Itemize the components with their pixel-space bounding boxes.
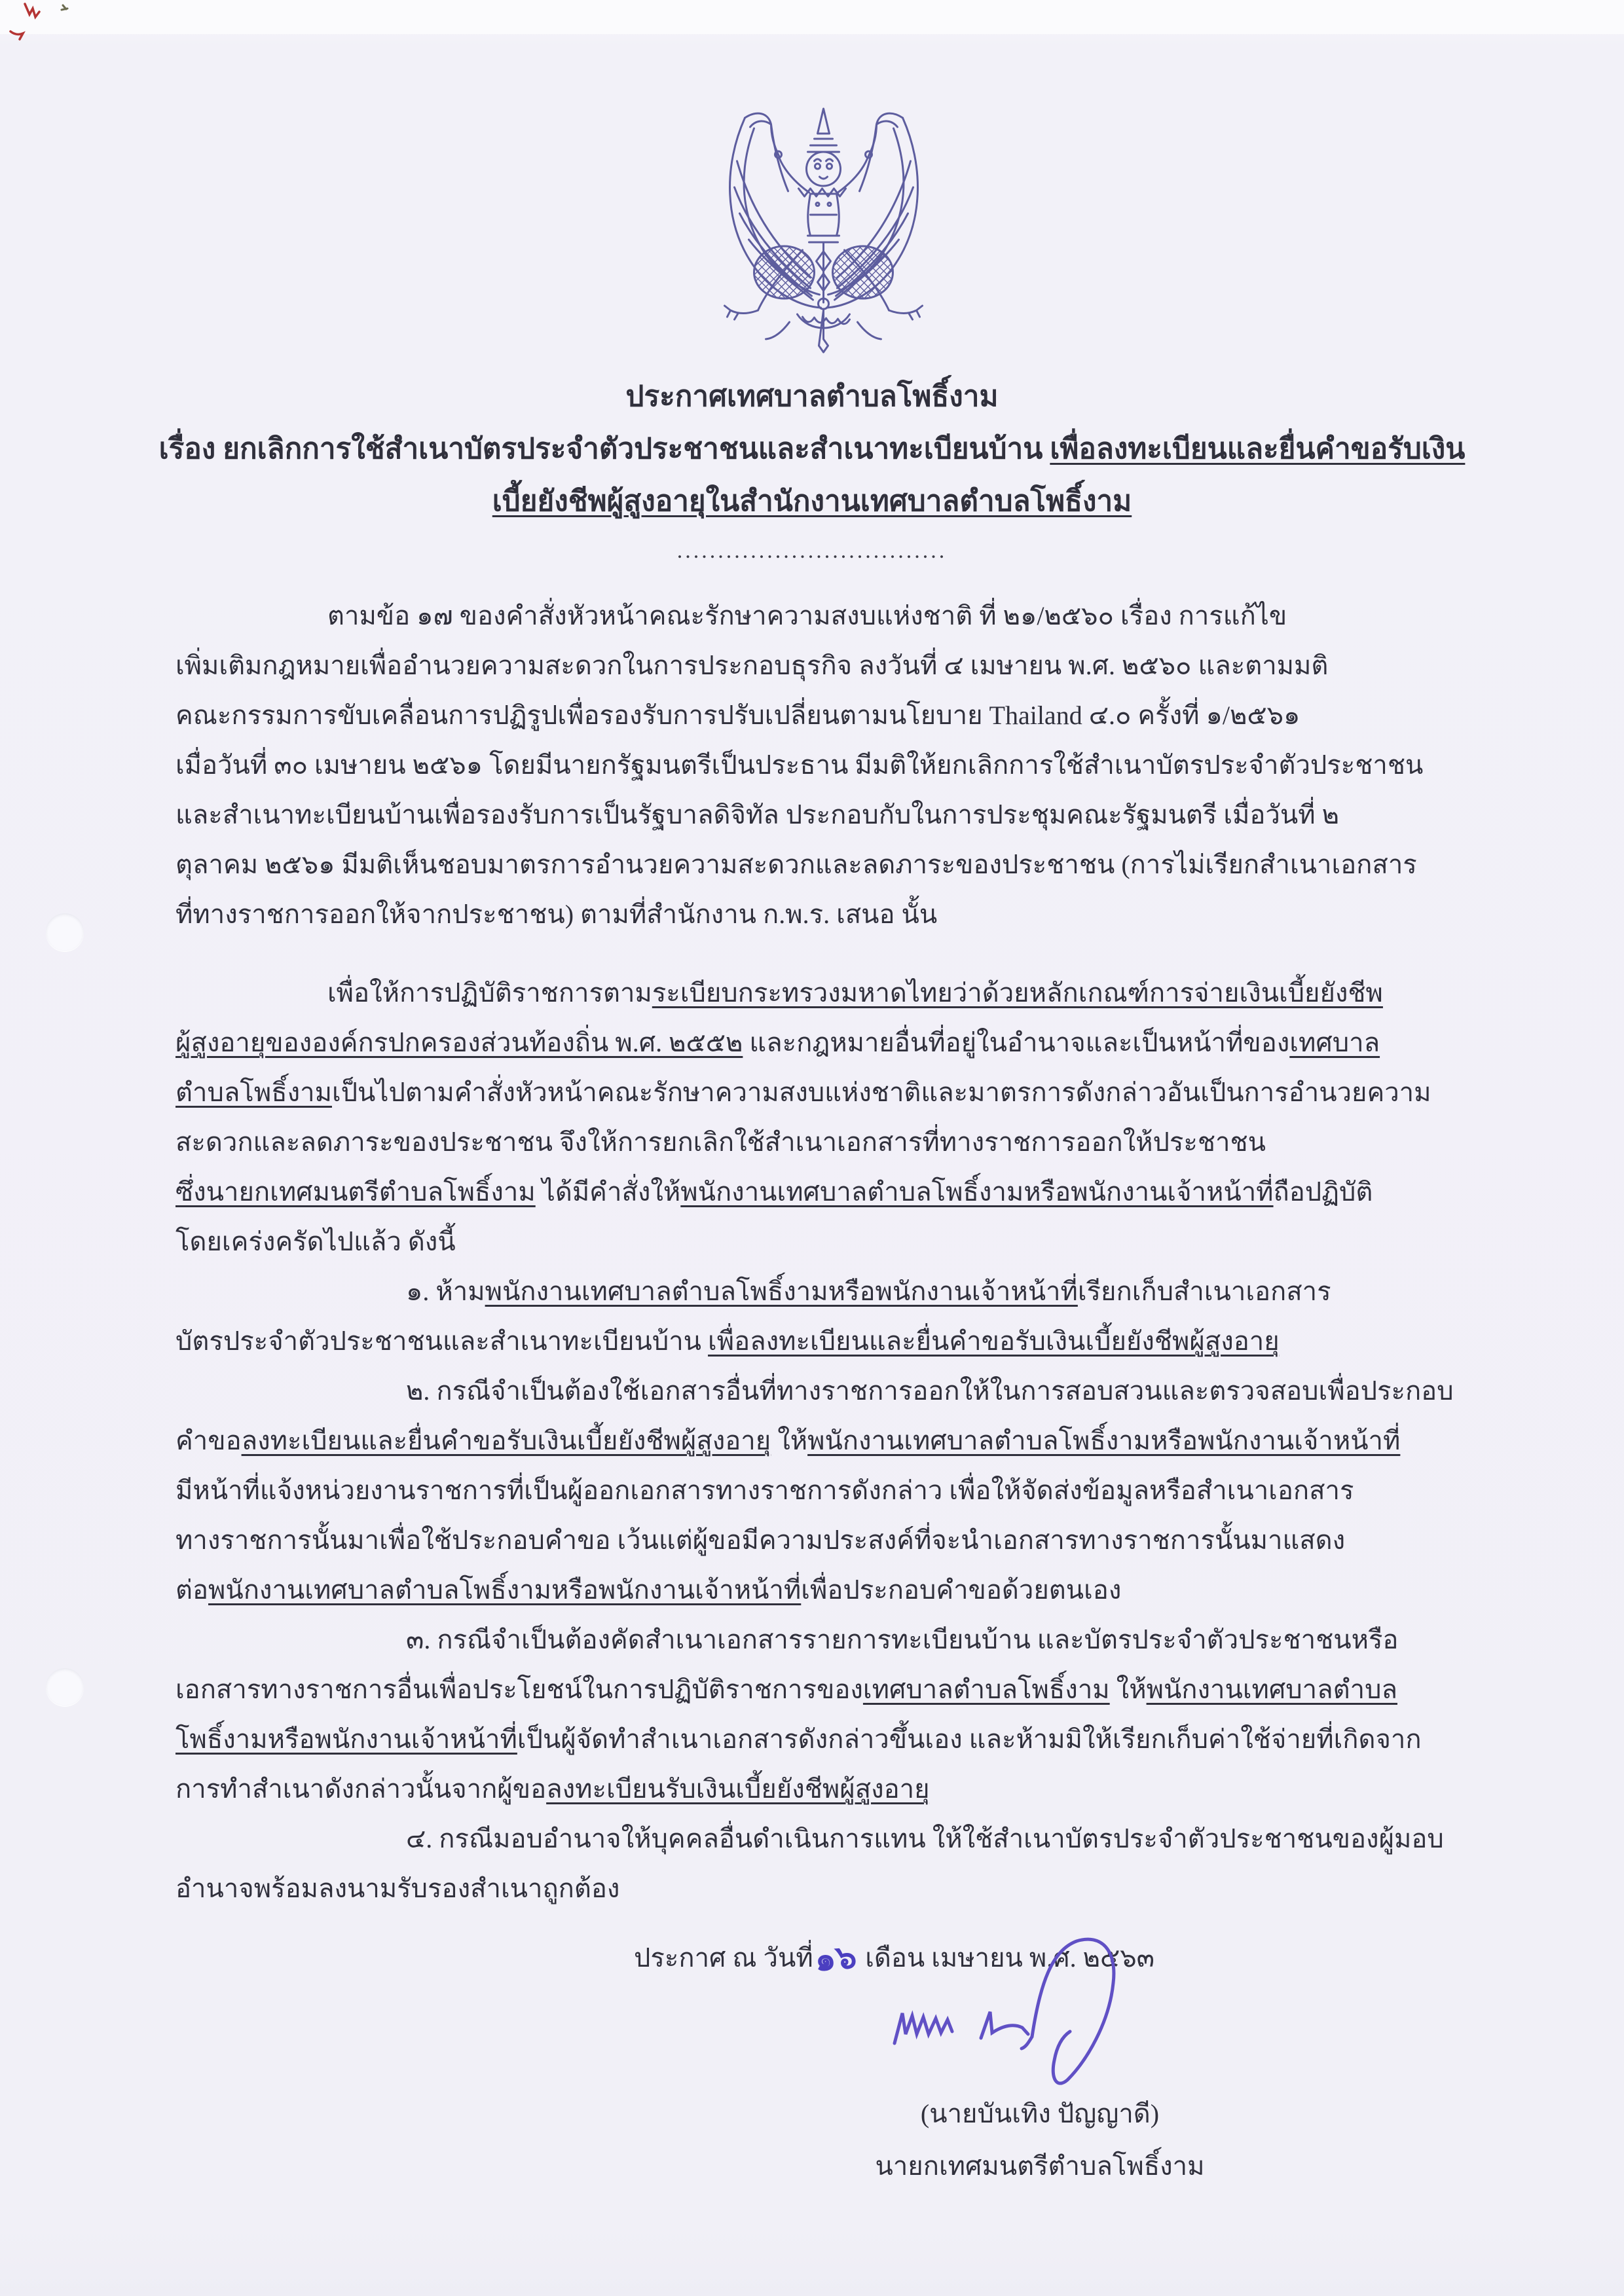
text-run: ที่ทางราชการออกให้จากประชาชน) ตามที่สำนักงาน ก.พ.ร. เสนอ นั้น: [175, 900, 938, 929]
text-line: [175, 890, 1456, 939]
text-run-underline: เพื่อลงทะเบียนและยื่นคำขอรับเงินเบี้ยยังชีพผู้สูงอายุ: [708, 1326, 1280, 1356]
text-run: อำนาจพร้อมลงนามรับรองสำเนาถูกต้อง: [175, 1874, 620, 1903]
text-line: [175, 1366, 1456, 1416]
signature-ink: [876, 1932, 1204, 2102]
text-line: [175, 840, 1456, 890]
paragraph: [175, 591, 1456, 939]
text-line: [175, 968, 1456, 1018]
text-line: [175, 641, 1456, 691]
text-run: เรียกเก็บสำเนาเอกสาร: [1077, 1277, 1331, 1306]
text-run: เพื่อประกอบคำขอด้วยตนเอง: [801, 1575, 1122, 1605]
text-line: [175, 1068, 1456, 1118]
text-line: [175, 1217, 1456, 1267]
text-line: [175, 691, 1456, 740]
text-run: บัตรประจำตัวประชาชนและสำเนาทะเบียนบ้าน: [175, 1326, 709, 1356]
text-line: [175, 1267, 1456, 1317]
text-run-underline: เทศบาลตำบลโพธิ์งาม: [862, 1675, 1110, 1704]
scan-edge-strip: [0, 0, 1624, 34]
text-run: ๔. กรณีมอบอำนาจให้บุคคลอื่นดำเนินการแทน ให้ใช้สำเนาบัตรประจำตัวประชาชนของผู้มอบ: [406, 1824, 1444, 1853]
promulgation-line: [175, 1931, 1456, 1990]
text-run-underline: พนักงานเทศบาลตำบลโพธิ์งามหรือพนักงานเจ้าหน้าที่: [807, 1426, 1401, 1455]
text-line: [175, 1516, 1456, 1565]
promulgation-suffix: เดือน เมษายน พ.ศ. ๒๕๖๓: [865, 1943, 1154, 1973]
corner-speck: [62, 5, 67, 10]
numbered-item: [175, 1366, 1456, 1615]
subject-line-2: [0, 475, 1624, 528]
text-run: โดยเคร่งครัดไปแล้ว ดังนี้: [175, 1227, 456, 1256]
garuda-emblem-icon: [711, 106, 937, 368]
text-line: [175, 1167, 1456, 1217]
signatory-name: (นายบันเทิง ปัญญาดี): [920, 2099, 1160, 2128]
text-run: ได้มีคำสั่งให้: [535, 1177, 681, 1207]
document-body: [175, 591, 1456, 2193]
paragraph: [175, 968, 1456, 1267]
text-run: ถือปฏิบัติ: [1273, 1177, 1373, 1207]
text-line: [175, 1565, 1456, 1615]
text-line: [175, 591, 1456, 641]
red-pen-mark: [7, 1, 85, 73]
promulgation-prefix: ประกาศ ณ วันที่: [634, 1943, 813, 1973]
text-run-underline: ซึ่งนายกเทศมนตรีตำบลโพธิ์งาม: [175, 1177, 536, 1207]
text-run: คณะกรรมการขับเคลื่อนการปฏิรูปเพื่อรองรับการปรับเปลี่ยนตามนโยบาย Thailand ๔.๐ ครั้งที่ ๑/๒๕๖๑: [175, 701, 1301, 730]
text-run-underline: เทศบาล: [1289, 1028, 1380, 1057]
text-run-underline: ตำบลโพธิ์งาม: [175, 1078, 332, 1107]
text-run-underline: พนักงานเทศบาลตำบลโพธิ์งามหรือพนักงานเจ้าหน้าที่: [485, 1277, 1078, 1306]
text-run: ตุลาคม ๒๕๖๑ มีมติเห็นชอบมาตรการอำนวยความสะดวกและลดภาระของประชาชน (การไม่เรียกสำเนาเอกสาร: [175, 850, 1417, 879]
text-run: ให้: [771, 1426, 808, 1455]
subject-line-1: [0, 423, 1624, 475]
text-run: ให้: [1109, 1675, 1147, 1704]
text-line: [175, 1118, 1456, 1167]
numbered-item: [175, 1267, 1456, 1366]
text-line: [175, 1715, 1456, 1764]
text-run: เรื่อง ยกเลิกการใช้สำเนาบัตรประจำตัวประชาชนและสำเนาทะเบียนบ้าน: [158, 433, 1050, 465]
text-run: และสำเนาทะเบียนบ้านเพื่อรองรับการเป็นรัฐบาลดิจิทัล ประกอบกับในการประชุมคณะรัฐมนตรี เมื่อวันที่ ๒: [175, 800, 1339, 829]
text-run: เอกสารทางราชการอื่นเพื่อประโยชน์ในการปฏิบัติราชการของ: [175, 1675, 863, 1704]
text-run-underline: ลงทะเบียนและยื่นคำขอรับเงินเบี้ยยังชีพผู้สูงอายุ: [241, 1426, 771, 1455]
text-run-underline: พนักงานเทศบาลตำบล: [1146, 1675, 1397, 1704]
text-run: ๑. ห้าม: [406, 1277, 485, 1306]
paragraphs: [175, 591, 1456, 1914]
numbered-item: [175, 1814, 1456, 1914]
signatory-position: นายกเทศมนตรีตำบลโพธิ์งาม: [875, 2151, 1205, 2181]
text-run: ทางราชการนั้นมาเพื่อใช้ประกอบคำขอ เว้นแต่ผู้ขอมีความประสงค์ที่จะนำเอกสารทางราชการนั้นมาแสดง: [175, 1525, 1346, 1555]
text-run-underline: ระเบียบกระทรวงมหาดไทยว่าด้วยหลักเกณฑ์การจ่ายเงินเบี้ยยังชีพ: [652, 978, 1383, 1008]
dots-separator: .................................: [676, 539, 948, 563]
announcement-title: ประกาศเทศบาลตำบลโพธิ์งาม: [625, 380, 999, 412]
text-run: เมื่อวันที่ ๓๐ เมษายน ๒๕๖๑ โดยมีนายกรัฐมนตรีเป็นประธาน มีมติให้ยกเลิกการใช้สำเนาบัตรประจำตัวประชาชน: [175, 750, 1424, 780]
text-run: เป็นผู้จัดทำสำเนาเอกสารดังกล่าวขึ้นเอง และห้ามมิให้เรียกเก็บค่าใช้จ่ายที่เกิดจาก: [517, 1724, 1422, 1754]
text-run: ตามข้อ ๑๗ ของคำสั่งหัวหน้าคณะรักษาความสงบแห่งชาติ ที่ ๒๑/๒๕๖๐ เรื่อง การแก้ไข: [327, 601, 1287, 630]
text-run-underline: พนักงานเทศบาลตำบลโพธิ์งามหรือพนักงานเจ้าหน้าที่: [208, 1575, 802, 1605]
text-run: เป็นไปตามคำสั่งหัวหน้าคณะรักษาความสงบแห่งชาติและมาตรการดังกล่าวอันเป็นการอำนวยความ: [331, 1078, 1431, 1107]
text-line: [175, 1018, 1456, 1068]
signature-block: [781, 2088, 1299, 2193]
text-run: และกฎหมายอื่นที่อยู่ในอำนาจและเป็นหน้าที่ของ: [743, 1028, 1290, 1057]
text-run-underline: ลงทะเบียนรับเงินเบี้ยยังชีพผู้สูงอายุ: [546, 1774, 930, 1804]
document-header: [0, 371, 1624, 575]
numbered-item: [175, 1615, 1456, 1814]
text-line: [175, 1615, 1456, 1665]
text-run: ๓. กรณีจำเป็นต้องคัดสำเนาเอกสารรายการทะเบียนบ้าน และบัตรประจำตัวประชาชนหรือ: [406, 1625, 1399, 1654]
hole-punch: [46, 913, 84, 951]
text-line: [175, 1466, 1456, 1516]
text-line: [175, 790, 1456, 840]
text-run: คำขอ: [175, 1426, 242, 1455]
text-line: [175, 740, 1456, 790]
text-run: ต่อ: [175, 1575, 208, 1605]
text-run-underline: เบี้ยยังชีพผู้สูงอายุในสำนักงานเทศบาลตำบลโพธิ์งาม: [492, 485, 1132, 517]
text-line: [175, 1665, 1456, 1715]
text-line: [175, 1864, 1456, 1914]
text-run-underline: เพื่อลงทะเบียนและยื่นคำขอรับเงิน: [1050, 433, 1466, 465]
text-run-underline: โพธิ์งามหรือพนักงานเจ้าหน้าที่: [175, 1724, 517, 1754]
text-run: สะดวกและลดภาระของประชาชน จึงให้การยกเลิกใช้สำเนาเอกสารที่ทางราชการออกให้ประชาชน: [175, 1127, 1266, 1157]
handwritten-day: ๑๖: [813, 1937, 858, 1979]
text-run: ๒. กรณีจำเป็นต้องใช้เอกสารอื่นที่ทางราชการออกให้ในการสอบสวนและตรวจสอบเพื่อประกอบ: [406, 1376, 1454, 1406]
text-run: การทำสำเนาดังกล่าวนั้นจากผู้ขอ: [175, 1774, 547, 1804]
hole-punch: [46, 1668, 84, 1706]
text-line: [175, 1317, 1456, 1366]
text-line: [175, 1764, 1456, 1814]
text-run-underline: พนักงานเทศบาลตำบลโพธิ์งามหรือพนักงานเจ้าหน้าที่: [680, 1177, 1274, 1207]
text-line: [175, 1814, 1456, 1864]
text-run: มีหน้าที่แจ้งหน่วยงานราชการที่เป็นผู้ออกเอกสารทางราชการดังกล่าว เพื่อให้จัดส่งข้อมูลหรือสำเนาเอกสาร: [175, 1476, 1354, 1505]
text-line: [175, 1416, 1456, 1466]
text-run: เพิ่มเติมกฎหมายเพื่ออำนวยความสะดวกในการประกอบธุรกิจ ลงวันที่ ๔ เมษายน พ.ศ. ๒๕๖๐ และตามมติ: [175, 651, 1329, 680]
text-run-underline: ผู้สูงอายุขององค์กรปกครองส่วนท้องถิ่น พ.ศ. ๒๕๕๒: [175, 1028, 743, 1057]
text-run: เพื่อให้การปฏิบัติราชการตาม: [327, 978, 652, 1008]
